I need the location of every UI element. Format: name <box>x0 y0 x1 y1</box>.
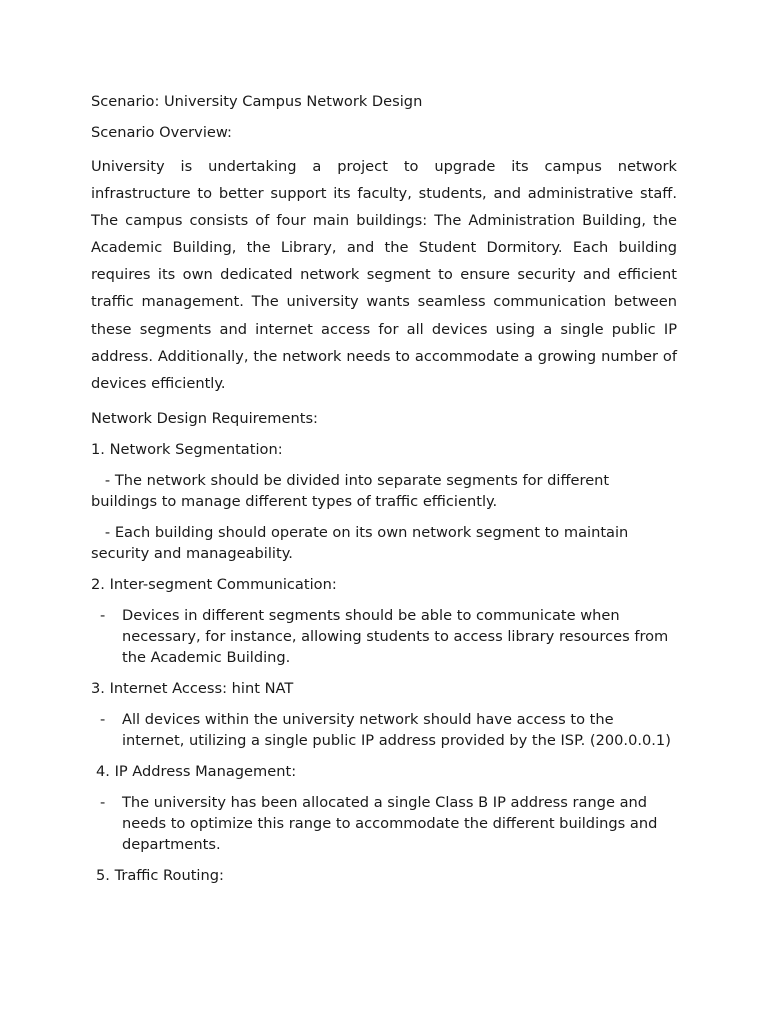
dash-bullet: - <box>100 710 106 728</box>
dash-bullet: - <box>100 793 106 811</box>
requirement-3-item-1-text: All devices within the university network should have access to the internet, utilizing a single public IP address provided by the ISP. (200.0.0.1) <box>122 710 671 749</box>
requirement-2-item-1 <box>91 605 677 668</box>
requirement-5-heading: 5. Traffic Routing: <box>96 866 224 884</box>
requirement-1-item-1: - The network should be divided into separate segments for different buildings to manage different types of traffic efficiently. <box>91 471 614 510</box>
requirement-3-heading: 3. Internet Access: hint NAT <box>91 679 294 697</box>
overview-heading: Scenario Overview: <box>91 124 232 141</box>
overview-paragraph: University is undertaking a project to upgrade its campus network infrastructure to better support its faculty, students, and administrative staff. The campus consists of four main buildings: The Administration Building, the Academic Building, the Library, and the Student Dormitory. Each building requires its own dedicated network segment to ensure security and efficient traffic management. The university wants seamless communication between these segments and internet access for all devices using a single public IP address. Additionally, the network needs to accommodate a growing number of devices efficiently. <box>91 158 677 392</box>
requirements-heading: Network Design Requirements: <box>91 409 318 427</box>
document-content <box>91 91 677 896</box>
requirement-2-heading: 2. Inter-segment Communication: <box>91 575 337 593</box>
document-title: Scenario: University Campus Network Design <box>91 93 423 110</box>
dash-bullet: - <box>100 606 106 624</box>
requirement-2-item-1-text: Devices in different segments should be able to communicate when necessary, for instance, allowing students to access library resources from the Academic Building. <box>122 606 669 666</box>
requirement-1-item-2: - Each building should operate on its own network segment to maintain security and manageability. <box>91 523 633 562</box>
requirement-4-item-1 <box>91 792 677 855</box>
requirement-3-item-1 <box>91 709 677 751</box>
requirement-4-heading: 4. IP Address Management: <box>96 762 297 780</box>
requirement-1-heading: 1. Network Segmentation: <box>91 440 283 458</box>
requirement-4-item-1-text: The university has been allocated a single Class B IP address range and needs to optimize this range to accommodate the different buildings and departments. <box>122 793 658 853</box>
